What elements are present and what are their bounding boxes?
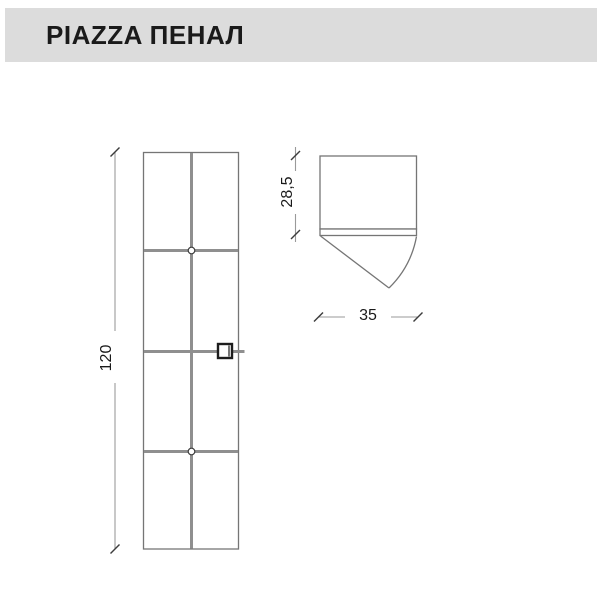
door-handle — [218, 344, 232, 358]
pivot-circle-top — [188, 247, 195, 254]
width-dimension-label: 35 — [359, 307, 377, 324]
cabinet-top-outline — [320, 156, 417, 229]
page-title: PIAZZA ПЕНАЛ — [46, 19, 245, 50]
door-front-edge — [320, 229, 417, 236]
pivot-circle-bottom — [188, 448, 195, 455]
depth-dimension-label: 28,5 — [279, 176, 296, 208]
door-swing-arc — [389, 237, 417, 289]
front-view — [144, 153, 245, 550]
door-open-line — [321, 236, 390, 288]
top-view — [320, 156, 417, 288]
height-dimension-label: 120 — [98, 344, 115, 372]
